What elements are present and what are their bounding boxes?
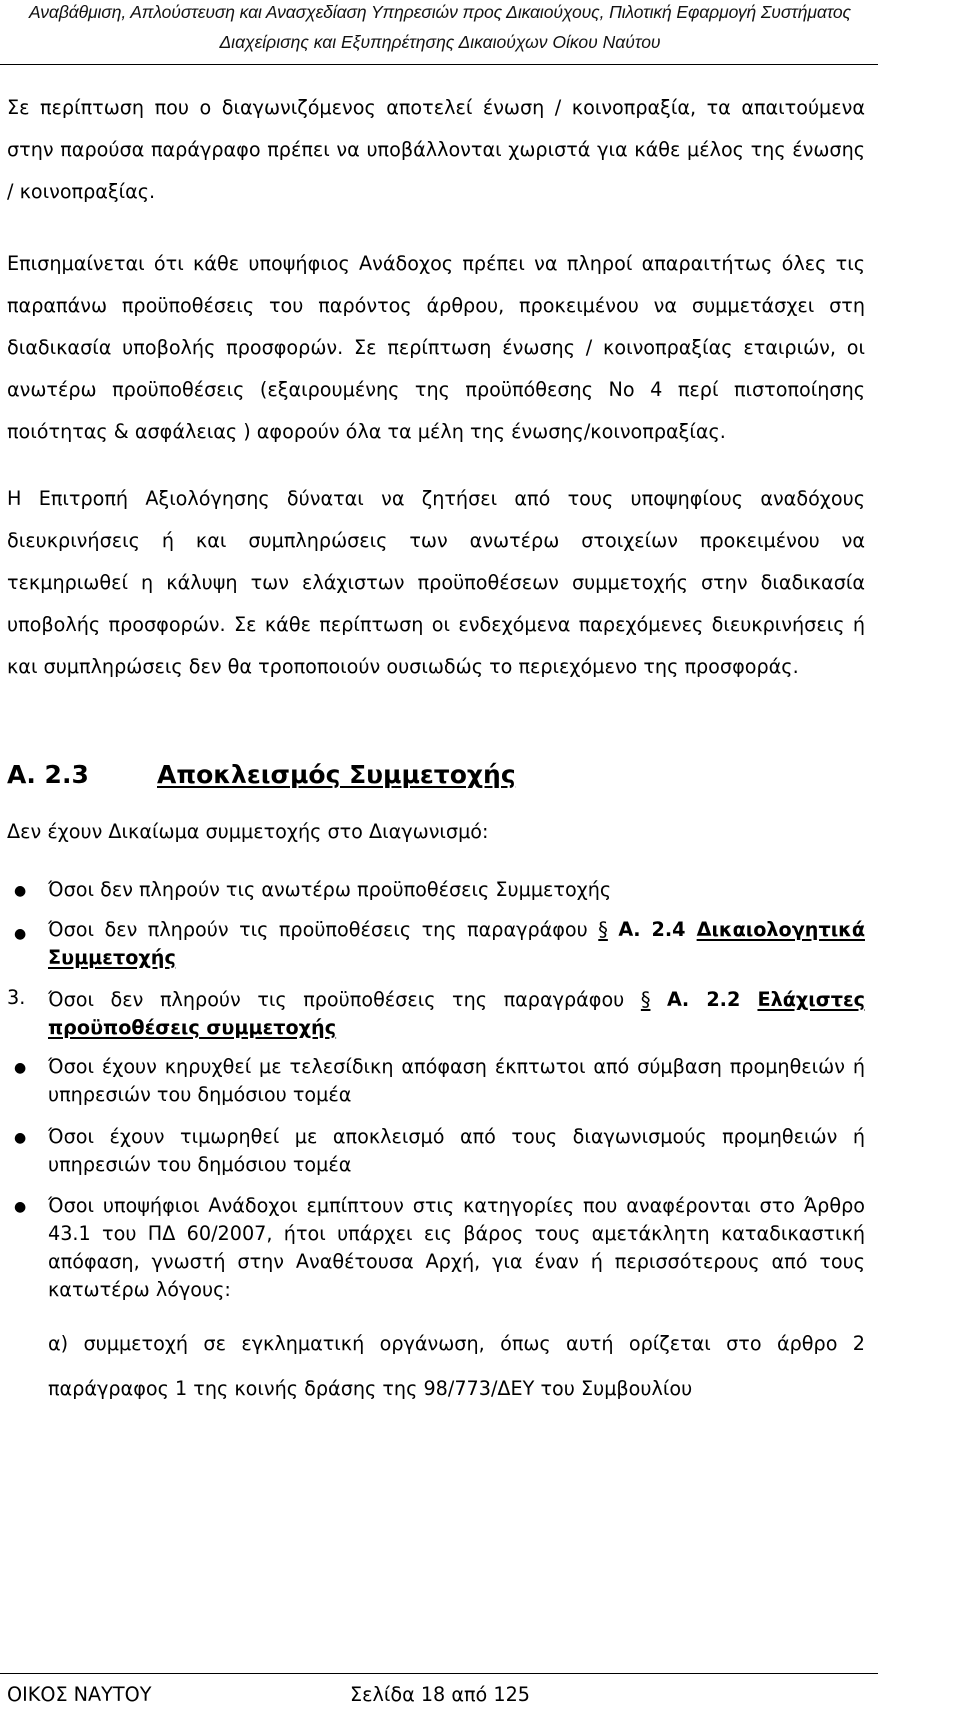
list-item: Όσοι δεν πληρούν τις ανωτέρω προϋποθέσεις Συμμετοχής (48, 878, 612, 901)
bullet-icon: ● (14, 1130, 27, 1146)
list-item (48, 916, 865, 972)
paragraph-reference: Α. 2.4 (618, 918, 697, 941)
list-item: Όσοι έχουν τιμωρηθεί με αποκλεισμό από τους διαγωνισμούς προμηθειών ή υπηρεσιών του δημόσιου τομέα (48, 1125, 865, 1176)
reference-title: Δικαιολογητικά Συμμετοχής (48, 918, 865, 969)
list-item: Όσοι έχουν κηρυχθεί με τελεσίδικη απόφαση έκπτωτοι από σύμβαση προμηθειών ή υπηρεσιών του δημόσιου τομέα (48, 1055, 865, 1106)
list-item-text: Όσοι δεν πληρούν τις προϋποθέσεις της παραγράφου (48, 988, 641, 1011)
list-item-text: Όσοι δεν πληρούν τις προϋποθέσεις της παραγράφου (48, 918, 599, 941)
bullet-icon: ● (14, 883, 27, 899)
footer-rule (0, 1673, 878, 1674)
header-line-1: Αναβάθμιση, Απλούστευση και Ανασχεδίαση Υπηρεσιών προς Δικαιούχους, Πιλοτική Εφαρμογή Συστήματος (29, 2, 851, 22)
list-number: 3. (7, 986, 26, 1009)
reference-title: Ελάχιστες προϋποθέσεις συμμετοχής (48, 988, 865, 1039)
section-number: Α. 2.3 (7, 760, 89, 789)
section-title: Αποκλεισμός Συμμετοχής (157, 760, 516, 789)
bullet-icon: ● (14, 1060, 27, 1076)
paragraph-evaluation-committee: Η Επιτροπή Αξιολόγησης δύναται να ζητήσει από τους υποψηφίους αναδόχους διευκρινήσεις ή και συμπληρώσεις των ανωτέρω στοιχείων προκειμένου να τεκμηριωθεί η κάλυψη των ελάχιστων προϋποθέσεων συμμετοχής στην διαδικασία υποβολής προσφορών. Σε κάθε περίπτωση οι ενδεχόμενα παρεχόμενες διευκρινήσεις ή και συμπληρώσεις δεν θα τροποποιούν ουσιωδώς το περιεχόμενο της προσφοράς. (7, 487, 865, 678)
header-rule (0, 64, 878, 65)
paragraph-joint-venture: Σε περίπτωση που ο διαγωνιζόμενος αποτελεί ένωση / κοινοπραξία, τα απαιτούμενα στην παρούσα παράγραφο πρέπει να υποβάλλονται χωριστά για κάθε μέλος της ένωσης / κοινοπραξίας. (7, 96, 865, 203)
paragraph-requirements-note: Επισημαίνεται ότι κάθε υποψήφιος Ανάδοχος πρέπει να πληροί απαραιτήτως όλες τις παραπάνω προϋποθέσεις του παρόντος άρθρου, προκειμένου να συμμετάσχει στη διαδικασία υποβολής προσφορών. Σε περίπτωση ένωσης / κοινοπραξίας εταιριών, οι ανωτέρω προϋποθέσεις (εξαιρουμένης της προϋπόθεσης Νο 4 περί πιστοποίησης ποιότητας & ασφάλειας ) αφορούν όλα τα μέλη της ένωσης/κοινοπραξίας. (7, 252, 865, 443)
list-item (48, 986, 865, 1042)
footer-organization: ΟΙΚΟΣ ΝΑΥΤΟΥ (7, 1683, 152, 1706)
section-intro: Δεν έχουν Δικαίωμα συμμετοχής στο Διαγωνισμό: (7, 820, 489, 843)
section-sign-icon: § (640, 988, 651, 1011)
bullet-icon: ● (14, 926, 27, 942)
page-number: Σελίδα 18 από 125 (350, 1683, 531, 1706)
section-sign-icon: § (598, 918, 608, 941)
sub-item-a: α) συμμετοχή σε εγκληματική οργάνωση, όπως αυτή ορίζεται στο άρθρο 2 παράγραφος 1 της κοινής δράσης της 98/773/ΔΕΥ του Συμβουλίου (48, 1332, 865, 1400)
list-item: Όσοι υποψήφιοι Ανάδοχοι εμπίπτουν στις κατηγορίες που αναφέρονται στο Άρθρο 43.1 του ΠΔ 60/2007, ήτοι υπάρχει εις βάρος τους αμετάκλητη καταδικαστική απόφαση, γνωστή στην Αναθέτουσα Αρχή, για έναν ή περισσότερους από τους κατωτέρω λόγους: (48, 1194, 865, 1301)
header-line-2: Διαχείρισης και Εξυπηρέτησης Δικαιούχων Οίκου Ναύτου (219, 32, 661, 52)
paragraph-reference: Α. 2.2 (667, 988, 758, 1011)
bullet-icon: ● (14, 1199, 27, 1215)
